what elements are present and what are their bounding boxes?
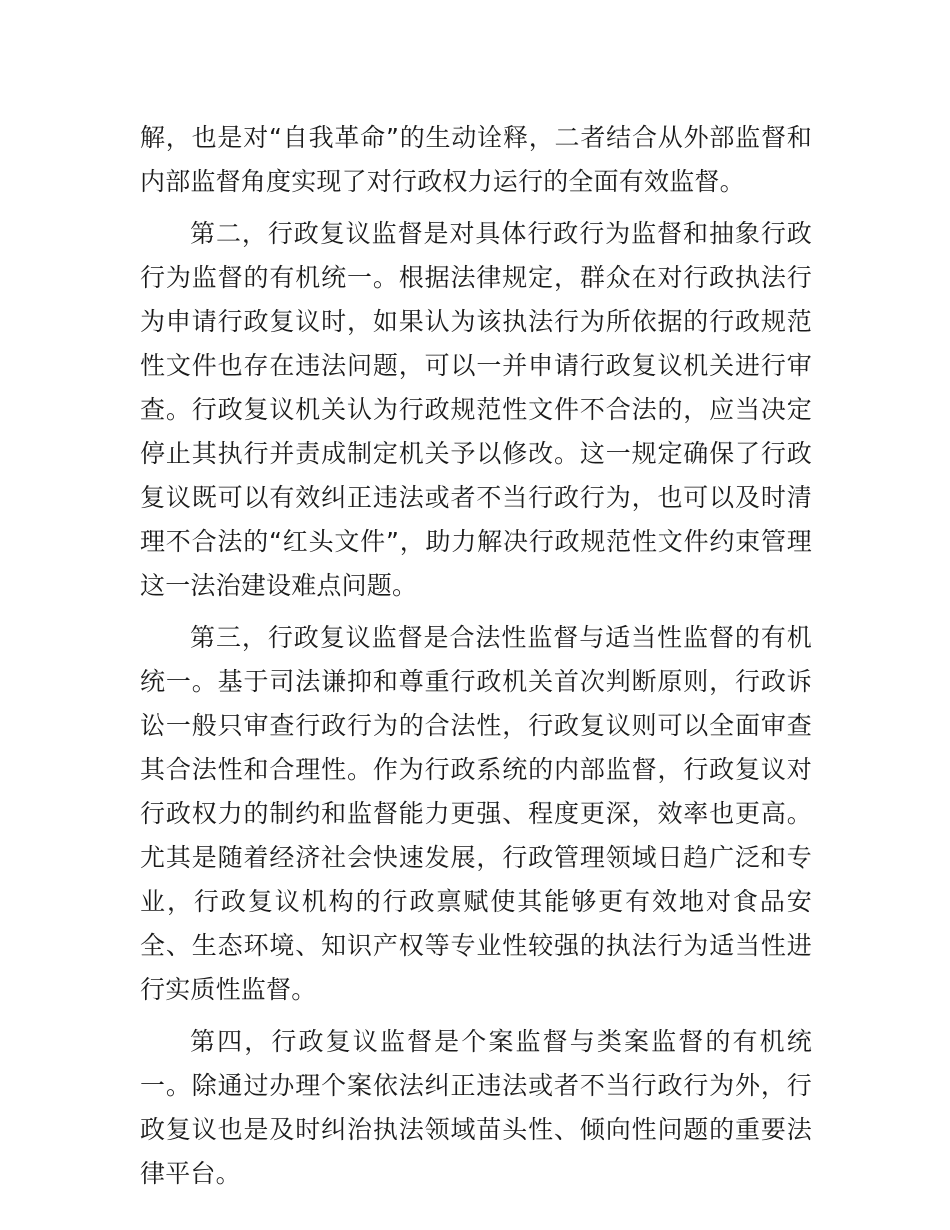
paragraph-second-point: 第二，行政复议监督是对具体行政行为监督和抽象行政行为监督的有机统一。根据法律规定，群众在对行政执法行为申请行政复议时，如果认为该执法行为所依据的行政规范性文件也存在违法问题，可以一并申请行政复议机关进行审查。行政复议机关认为行政规范性文件不合法的，应当决定停止其执行并责成制定机关予以修改。这一规定确保了行政复议既可以有效纠正违法或者不当行政行为，也可以及时清理不合法的“红头文件”，助力解决行政规范性文件约束管理这一法治建设难点问题。 xyxy=(140,219,812,600)
paragraph-fourth-point: 第四，行政复议监督是个案监督与类案监督的有机统一。除通过办理个案依法纠正违法或者不当行政行为外，行政复议也是及时纠治执法领域苗头性、倾向性问题的重要法律平台。 xyxy=(140,1027,812,1188)
paragraph-third-point: 第三，行政复议监督是合法性监督与适当性监督的有机统一。基于司法谦抑和尊重行政机关首次判断原则，行政诉讼一般只审查行政行为的合法性，行政复议则可以全面审查其合法性和合理性。作为行政系统的内部监督，行政复议对行政权力的制约和监督能力更强、程度更深，效率也更高。尤其是随着经济社会快速发展，行政管理领域日趋广泛和专业，行政复议机构的行政禀赋使其能够更有效地对食品安全、生态环境、知识产权等专业性较强的执法行为适当性进行实质性监督。 xyxy=(140,623,812,1004)
document-page xyxy=(140,116,812,1204)
paragraph-continuation: 解，也是对“自我革命”的生动诠释，二者结合从外部监督和内部监督角度实现了对行政权力运行的全面有效监督。 xyxy=(140,123,812,196)
